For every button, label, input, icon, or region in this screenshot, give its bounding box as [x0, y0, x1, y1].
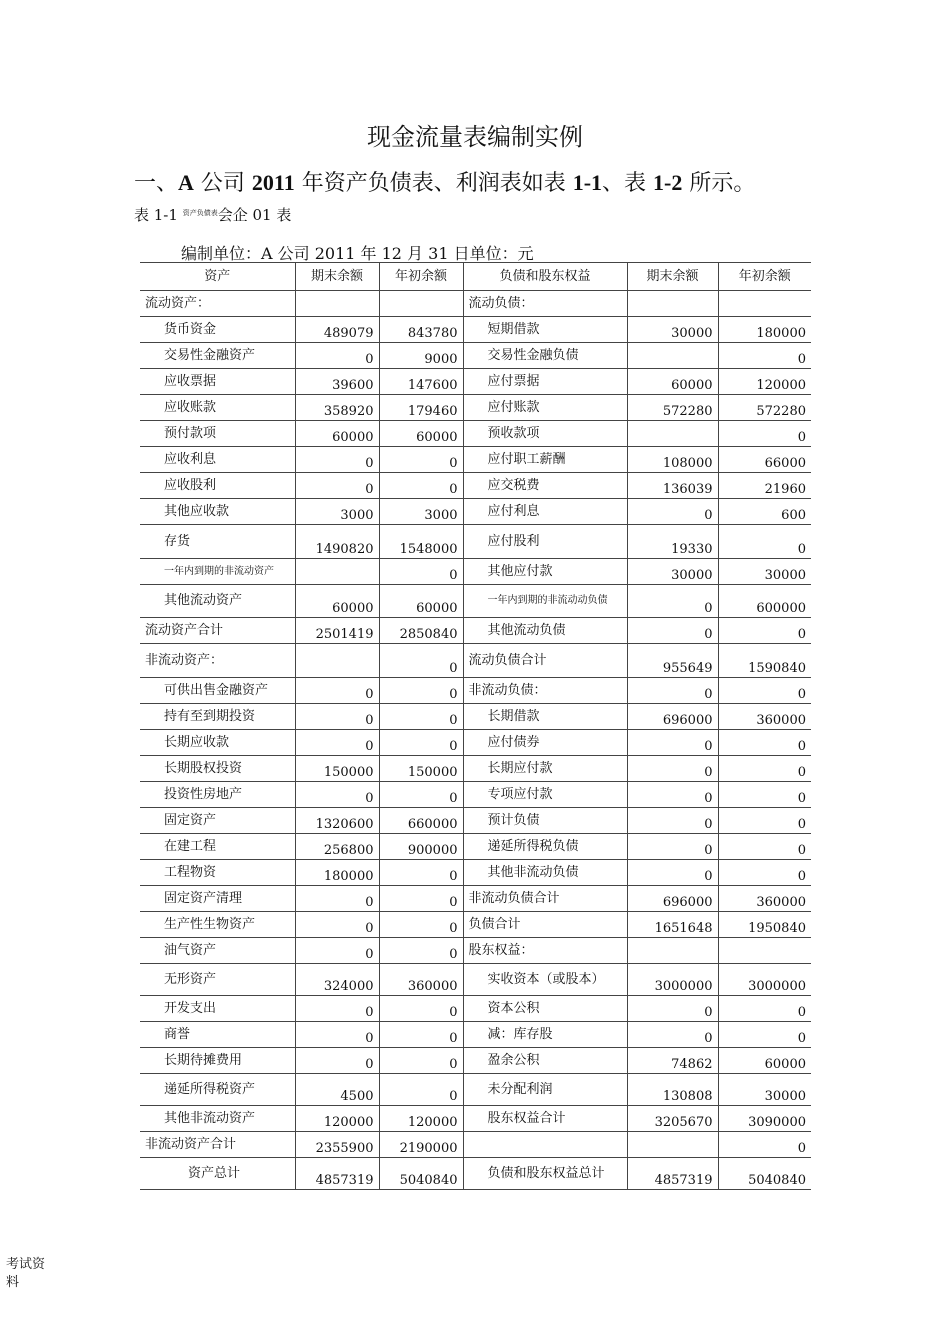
amount-cell: 3205670	[627, 1106, 718, 1132]
row-label-cell: 可供出售金融资产	[140, 678, 295, 704]
amount-cell: 150000	[379, 756, 463, 782]
balance-sheet-table	[140, 262, 811, 1190]
heading-text: 年资产负债表、利润表如表	[294, 171, 573, 196]
amount-cell: 0	[718, 860, 811, 886]
amount-cell: 0	[379, 559, 463, 585]
amount-cell: 1651648	[627, 912, 718, 938]
row-label-cell: 预计负债	[463, 808, 627, 834]
amount-cell: 0	[295, 447, 379, 473]
amount-cell: 0	[379, 938, 463, 964]
amount-cell: 0	[379, 782, 463, 808]
amount-cell: 0	[295, 343, 379, 369]
amount-cell: 0	[627, 618, 718, 644]
table-row	[140, 343, 811, 369]
amount-cell	[627, 938, 718, 964]
heading-company: A	[178, 170, 194, 195]
amount-cell: 136039	[627, 473, 718, 499]
table-row	[140, 499, 811, 525]
row-label-cell: 其他流动资产	[140, 585, 295, 618]
amount-cell: 600000	[718, 585, 811, 618]
amount-cell: 5040840	[718, 1158, 811, 1190]
table-row	[140, 912, 811, 938]
row-label-cell: 货币资金	[140, 317, 295, 343]
amount-cell: 0	[379, 447, 463, 473]
amount-cell: 60000	[295, 421, 379, 447]
table-row	[140, 618, 811, 644]
row-label-cell: 股东权益：	[463, 938, 627, 964]
amount-cell: 0	[379, 704, 463, 730]
amount-cell: 572280	[718, 395, 811, 421]
amount-cell: 0	[718, 808, 811, 834]
amount-cell: 5040840	[379, 1158, 463, 1190]
amount-cell: 0	[379, 644, 463, 678]
heading-text: 、表	[602, 171, 654, 196]
amount-cell: 0	[627, 585, 718, 618]
amount-cell: 150000	[295, 756, 379, 782]
row-label-cell: 应收票据	[140, 369, 295, 395]
column-header: 期末余额	[627, 263, 718, 291]
row-label-cell: 非流动资产合计	[140, 1132, 295, 1158]
amount-cell: 0	[379, 473, 463, 499]
amount-cell: 0	[718, 421, 811, 447]
amount-cell: 0	[295, 730, 379, 756]
amount-cell: 0	[295, 1022, 379, 1048]
amount-cell: 4857319	[295, 1158, 379, 1190]
amount-cell: 0	[379, 1048, 463, 1074]
amount-cell: 0	[379, 1074, 463, 1106]
amount-cell: 4857319	[627, 1158, 718, 1190]
row-label-cell: 减：库存股	[463, 1022, 627, 1048]
row-label-cell: 流动负债：	[463, 291, 627, 317]
amount-cell: 2355900	[295, 1132, 379, 1158]
amount-cell: 74862	[627, 1048, 718, 1074]
amount-cell: 66000	[718, 447, 811, 473]
table-row	[140, 782, 811, 808]
row-label-cell: 交易性金融负债	[463, 343, 627, 369]
amount-cell: 600	[718, 499, 811, 525]
row-label-cell: 长期应付款	[463, 756, 627, 782]
row-label-cell: 预收款项	[463, 421, 627, 447]
row-label-cell: 其他应收款	[140, 499, 295, 525]
table-row	[140, 808, 811, 834]
amount-cell: 0	[295, 938, 379, 964]
row-label-cell: 无形资产	[140, 964, 295, 996]
amount-cell: 60000	[295, 585, 379, 618]
table-row	[140, 1132, 811, 1158]
row-label-cell: 应收股利	[140, 473, 295, 499]
amount-cell: 39600	[295, 369, 379, 395]
heading-text: 所示。	[682, 171, 756, 196]
table-row	[140, 996, 811, 1022]
amount-cell	[379, 291, 463, 317]
amount-cell: 0	[295, 704, 379, 730]
row-label-cell: 投资性房地产	[140, 782, 295, 808]
row-label-cell: 非流动负债合计	[463, 886, 627, 912]
amount-cell: 60000	[379, 585, 463, 618]
row-label-cell: 生产性生物资产	[140, 912, 295, 938]
amount-cell: 0	[718, 782, 811, 808]
amount-cell: 0	[627, 756, 718, 782]
section-heading	[134, 166, 755, 197]
amount-cell	[627, 1132, 718, 1158]
row-label-cell: 固定资产清理	[140, 886, 295, 912]
amount-cell: 256800	[295, 834, 379, 860]
row-label-cell: 油气资产	[140, 938, 295, 964]
row-label-cell: 固定资产	[140, 808, 295, 834]
row-label-cell: 流动资产：	[140, 291, 295, 317]
row-label-cell: 资产总计	[140, 1158, 295, 1190]
column-header: 年初余额	[379, 263, 463, 291]
amount-cell: 0	[379, 1022, 463, 1048]
amount-cell: 0	[627, 782, 718, 808]
table-row	[140, 678, 811, 704]
table-row	[140, 964, 811, 996]
row-label-cell: 流动负债合计	[463, 644, 627, 678]
table-row	[140, 730, 811, 756]
amount-cell: 3000000	[627, 964, 718, 996]
row-label-cell: 非流动资产：	[140, 644, 295, 678]
amount-cell: 180000	[718, 317, 811, 343]
row-label-cell: 负债合计	[463, 912, 627, 938]
amount-cell: 2501419	[295, 618, 379, 644]
amount-cell	[627, 421, 718, 447]
amount-cell	[627, 343, 718, 369]
amount-cell	[295, 559, 379, 585]
table-row	[140, 1022, 811, 1048]
row-label-cell: 其他非流动资产	[140, 1106, 295, 1132]
amount-cell: 1548000	[379, 525, 463, 559]
amount-cell: 2190000	[379, 1132, 463, 1158]
amount-cell: 0	[379, 730, 463, 756]
heading-table-ref: 1-1	[572, 170, 603, 195]
amount-cell: 360000	[718, 704, 811, 730]
row-label-cell: 短期借款	[463, 317, 627, 343]
table-number	[134, 204, 291, 225]
row-label-cell: 应付债券	[463, 730, 627, 756]
table-row	[140, 886, 811, 912]
amount-cell: 0	[718, 1022, 811, 1048]
row-label-cell: 资本公积	[463, 996, 627, 1022]
amount-cell: 0	[627, 996, 718, 1022]
amount-cell: 30000	[627, 317, 718, 343]
amount-cell: 1590840	[718, 644, 811, 678]
table-row	[140, 834, 811, 860]
amount-cell: 0	[718, 756, 811, 782]
row-label-cell: 流动资产合计	[140, 618, 295, 644]
table-row	[140, 1106, 811, 1132]
amount-cell: 360000	[379, 964, 463, 996]
amount-cell: 360000	[718, 886, 811, 912]
amount-cell: 1320600	[295, 808, 379, 834]
amount-cell: 179460	[379, 395, 463, 421]
table-row	[140, 473, 811, 499]
row-label-cell: 应收账款	[140, 395, 295, 421]
row-label-cell: 在建工程	[140, 834, 295, 860]
amount-cell	[295, 291, 379, 317]
amount-cell	[718, 938, 811, 964]
amount-cell: 3000000	[718, 964, 811, 996]
amount-cell: 0	[627, 834, 718, 860]
amount-cell: 0	[379, 996, 463, 1022]
row-label-cell: 其他应付款	[463, 559, 627, 585]
amount-cell: 1950840	[718, 912, 811, 938]
row-label-cell: 递延所得税负债	[463, 834, 627, 860]
table-row	[140, 860, 811, 886]
amount-cell: 130808	[627, 1074, 718, 1106]
column-header: 年初余额	[718, 263, 811, 291]
amount-cell: 0	[718, 996, 811, 1022]
table-body	[140, 291, 811, 1190]
table-row	[140, 756, 811, 782]
amount-cell: 0	[718, 1132, 811, 1158]
row-label-cell: 专项应付款	[463, 782, 627, 808]
amount-cell: 324000	[295, 964, 379, 996]
amount-cell	[295, 644, 379, 678]
amount-cell: 0	[295, 473, 379, 499]
row-label-cell: 开发支出	[140, 996, 295, 1022]
column-header: 资产	[140, 263, 295, 291]
amount-cell: 696000	[627, 704, 718, 730]
amount-cell: 108000	[627, 447, 718, 473]
amount-cell: 955649	[627, 644, 718, 678]
row-label-cell	[463, 1132, 627, 1158]
row-label-cell: 股东权益合计	[463, 1106, 627, 1132]
amount-cell: 696000	[627, 886, 718, 912]
table-row	[140, 447, 811, 473]
amount-cell: 0	[295, 912, 379, 938]
row-label-cell: 递延所得税资产	[140, 1074, 295, 1106]
row-label-cell: 商誉	[140, 1022, 295, 1048]
table-number-label: 表 1-1	[134, 206, 178, 224]
heading-text: 公司	[193, 171, 252, 196]
row-label-cell: 其他非流动负债	[463, 860, 627, 886]
table-row	[140, 1158, 811, 1190]
table-row	[140, 585, 811, 618]
amount-cell: 30000	[718, 1074, 811, 1106]
row-label-cell: 实收资本（或股本）	[463, 964, 627, 996]
amount-cell: 0	[295, 886, 379, 912]
heading-table-ref: 1-2	[653, 170, 683, 195]
amount-cell: 0	[627, 860, 718, 886]
row-label-cell: 长期待摊费用	[140, 1048, 295, 1074]
amount-cell: 60000	[379, 421, 463, 447]
row-label-cell: 应收利息	[140, 447, 295, 473]
amount-cell: 0	[295, 678, 379, 704]
footer-line: 考试资	[6, 1257, 46, 1272]
row-label-cell: 应付票据	[463, 369, 627, 395]
amount-cell: 30000	[627, 559, 718, 585]
row-label-cell: 长期借款	[463, 704, 627, 730]
amount-cell: 0	[627, 499, 718, 525]
amount-cell: 0	[295, 1048, 379, 1074]
table-row	[140, 644, 811, 678]
amount-cell: 3000	[295, 499, 379, 525]
row-label-cell: 长期股权投资	[140, 756, 295, 782]
row-label-cell: 预付款项	[140, 421, 295, 447]
amount-cell: 0	[295, 782, 379, 808]
unit-line: 编制单位：A 公司 2011 年 12 月 31 日单位：元	[181, 244, 534, 263]
amount-cell: 9000	[379, 343, 463, 369]
heading-prefix: 一、	[134, 171, 179, 196]
amount-cell: 2850840	[379, 618, 463, 644]
row-label-cell: 工程物资	[140, 860, 295, 886]
amount-cell: 120000	[718, 369, 811, 395]
row-label-cell: 非流动负债：	[463, 678, 627, 704]
table-row	[140, 525, 811, 559]
row-label-cell: 负债和股东权益总计	[463, 1158, 627, 1190]
table-row	[140, 317, 811, 343]
amount-cell: 572280	[627, 395, 718, 421]
table-row	[140, 1074, 811, 1106]
amount-cell: 0	[718, 730, 811, 756]
amount-cell: 19330	[627, 525, 718, 559]
row-label-cell: 长期应收款	[140, 730, 295, 756]
row-label-cell: 交易性金融资产	[140, 343, 295, 369]
amount-cell: 60000	[627, 369, 718, 395]
table-row	[140, 704, 811, 730]
amount-cell	[627, 291, 718, 317]
table-row	[140, 421, 811, 447]
document-title: 现金流量表编制实例	[367, 123, 583, 151]
amount-cell: 21960	[718, 473, 811, 499]
table-row	[140, 369, 811, 395]
amount-cell: 60000	[718, 1048, 811, 1074]
amount-cell: 0	[718, 343, 811, 369]
amount-cell: 660000	[379, 808, 463, 834]
amount-cell: 147600	[379, 369, 463, 395]
amount-cell: 489079	[295, 317, 379, 343]
table-row	[140, 395, 811, 421]
amount-cell: 0	[379, 860, 463, 886]
amount-cell: 0	[627, 678, 718, 704]
row-label-cell: 应付股利	[463, 525, 627, 559]
table-row	[140, 1048, 811, 1074]
amount-cell: 0	[379, 886, 463, 912]
row-label-cell: 存货	[140, 525, 295, 559]
table-row	[140, 938, 811, 964]
amount-cell: 30000	[718, 559, 811, 585]
amount-cell: 0	[627, 1022, 718, 1048]
table-form-code: 会企 01 表	[217, 206, 292, 224]
row-label-cell: 未分配利润	[463, 1074, 627, 1106]
row-label-cell: 一年内到期的非流动资产	[140, 559, 295, 585]
amount-cell: 843780	[379, 317, 463, 343]
column-header: 期末余额	[295, 263, 379, 291]
amount-cell: 3090000	[718, 1106, 811, 1132]
row-label-cell: 应付职工薪酬	[463, 447, 627, 473]
table-row	[140, 559, 811, 585]
amount-cell	[718, 291, 811, 317]
row-label-cell: 盈余公积	[463, 1048, 627, 1074]
table-header-row	[140, 263, 811, 291]
amount-cell: 0	[627, 808, 718, 834]
table-row	[140, 291, 811, 317]
row-label-cell: 应交税费	[463, 473, 627, 499]
amount-cell: 0	[627, 730, 718, 756]
amount-cell: 0	[718, 525, 811, 559]
amount-cell: 0	[295, 996, 379, 1022]
column-header: 负债和股东权益	[463, 263, 627, 291]
table-number-small: 资产负债表	[182, 209, 218, 217]
amount-cell: 0	[718, 678, 811, 704]
footer-line: 料	[6, 1275, 20, 1290]
amount-cell: 120000	[379, 1106, 463, 1132]
row-label-cell: 一年内到期的非流动动负债	[463, 585, 627, 618]
amount-cell: 0	[718, 618, 811, 644]
amount-cell: 3000	[379, 499, 463, 525]
amount-cell: 0	[718, 834, 811, 860]
amount-cell: 180000	[295, 860, 379, 886]
amount-cell: 1490820	[295, 525, 379, 559]
row-label-cell: 应付利息	[463, 499, 627, 525]
amount-cell: 900000	[379, 834, 463, 860]
row-label-cell: 其他流动负债	[463, 618, 627, 644]
row-label-cell: 持有至到期投资	[140, 704, 295, 730]
heading-year: 2011	[251, 170, 295, 195]
amount-cell: 0	[379, 912, 463, 938]
row-label-cell: 应付账款	[463, 395, 627, 421]
amount-cell: 0	[379, 678, 463, 704]
amount-cell: 4500	[295, 1074, 379, 1106]
amount-cell: 120000	[295, 1106, 379, 1132]
amount-cell: 358920	[295, 395, 379, 421]
footer-note	[6, 1256, 45, 1292]
